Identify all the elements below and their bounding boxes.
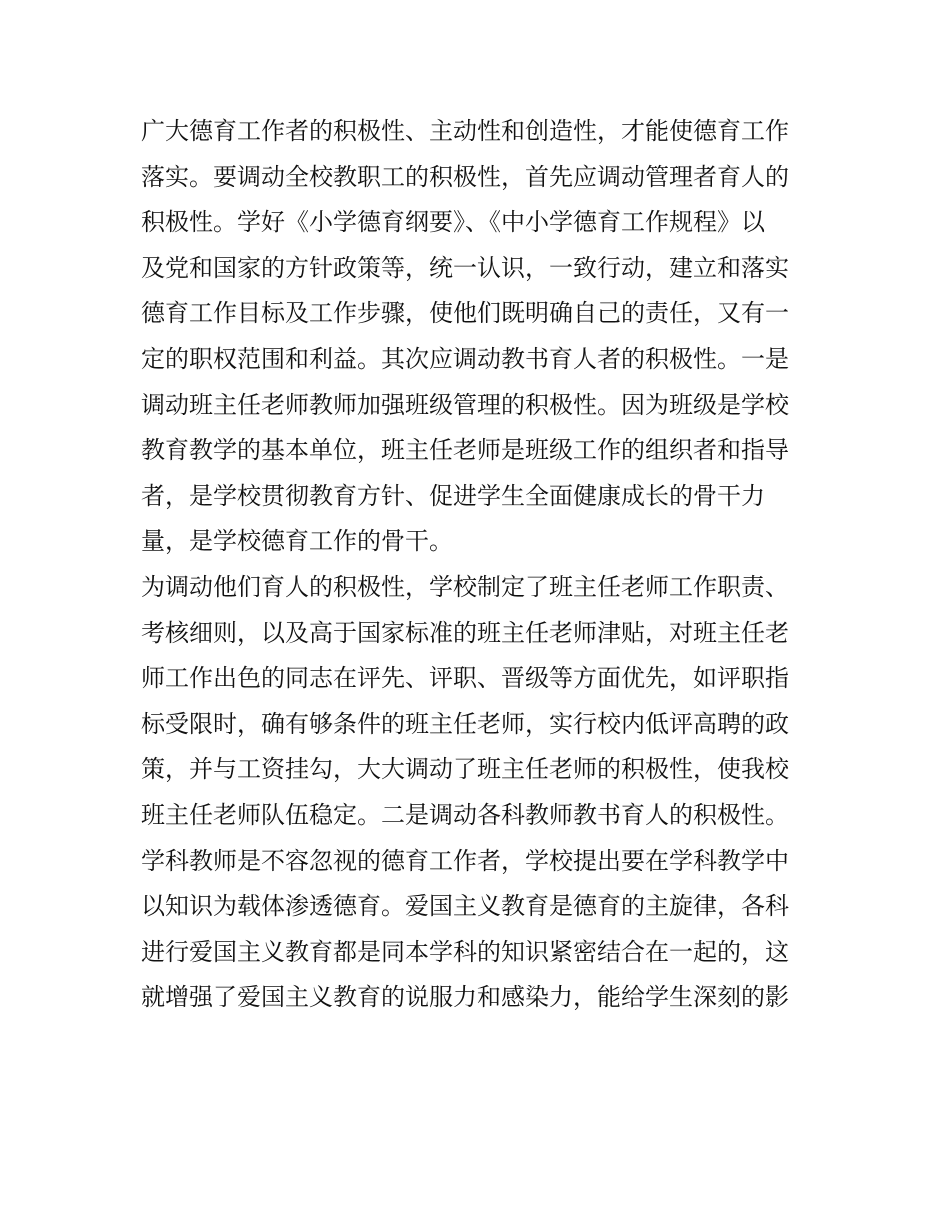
text-line: 策，并与工资挂勾，大大调动了班主任老师的积极性，使我校 xyxy=(141,755,789,784)
text-line: 广大德育工作者的积极性、主动性和创造性，才能使德育工作 xyxy=(141,117,789,145)
text-line: 德育工作目标及工作步骤，使他们既明确自己的责任，又有一 xyxy=(141,299,789,328)
text-line: 考核细则，以及高于国家标准的班主任老师津贴，对班主任老 xyxy=(141,618,789,647)
text-line: 落实。要调动全校教职工的积极性，首先应调动管理者育人的 xyxy=(141,162,789,191)
text-line: 定的职权范围和利益。其次应调动教书育人者的积极性。一是 xyxy=(141,344,789,373)
text-line: 为调动他们育人的积极性，学校制定了班主任老师工作职责、 xyxy=(141,572,789,601)
text-line: 班主任老师队伍稳定。二是调动各科教师教书育人的积极性。 xyxy=(141,800,789,829)
text-line: 就增强了爱国主义教育的说服力和感染力，能给学生深刻的影 xyxy=(141,983,789,1012)
text-line: 量，是学校德育工作的骨干。 xyxy=(141,527,453,556)
text-line: 以知识为载体渗透德育。爱国主义教育是德育的主旋律，各科 xyxy=(141,892,789,921)
text-line: 师工作出色的同志在评先、评职、晋级等方面优先，如评职指 xyxy=(141,664,789,693)
text-line: 者，是学校贯彻教育方针、促进学生全面健康成长的骨干力 xyxy=(141,481,765,510)
text-line: 及党和国家的方针政策等，统一认识，一致行动，建立和落实 xyxy=(141,253,789,282)
text-line: 学科教师是不容忽视的德育工作者，学校提出要在学科教学中 xyxy=(141,846,789,875)
text-line: 标受限时，确有够条件的班主任老师，实行校内低评高聘的政 xyxy=(141,709,789,738)
body-text xyxy=(141,109,821,1021)
text-line: 调动班主任老师教师加强班级管理的积极性。因为班级是学校 xyxy=(141,390,789,419)
text-line: 教育教学的基本单位，班主任老师是班级工作的组织者和指导 xyxy=(141,436,789,465)
text-line: 进行爱国主义教育都是同本学科的知识紧密结合在一起的，这 xyxy=(141,937,789,966)
text-line: 积极性。学好《小学德育纲要》、《中小学德育工作规程》以 xyxy=(141,208,765,237)
